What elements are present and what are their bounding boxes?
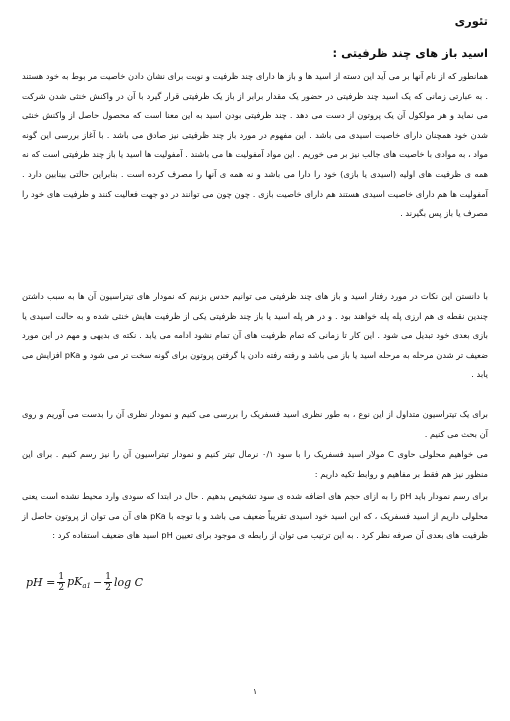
paragraph-2: با دانستن این نکات در مورد رفتار اسید و باز های چند ظرفیتی می توانیم حدس بزنیم که نمودار های تیتراسیون آن ها به سبب داشتن چندین نقطه ی هم ارزی پله پله خواهند بود . و در هر پله اسید یا باز چند ظرفیتی یکی از ظرفیت هایش خنثی شده و به حالت اسیدی یا بازی بعدی خود تبدیل می شود . این کار تا زمانی که تمام ظرفیت های آن تمام نشود ادامه می یابد . نکته ی بدیهی و مهم در این مورد ضعیف تر شدن مرحله به مرحله اسید یا باز می باشد و رفته رفته دادن یا گرفتن پروتون برای گونه سخت تر می شود و pKa افزایش می یابد . bbox=[22, 291, 488, 380]
formula-pka: $pK_{a1}$ bbox=[67, 575, 91, 590]
paragraph-5: برای رسم نمودار باید pH را به ازای حجم های اضافه شده ی سود تشخیص بدهیم . حال در ابتدا که سودی وارد محیط نشده است یعنی محلولی داریم از اسید فسفریک ، که این اسید خود اسیدی تقریباً ضعیف می باشد و با توجه با pKa های آن می توان از پروتون حاصل از ظرفیت های بعدی آن صرفه نظر کرد . به این ترتیب می توان از رابطه ی موجود برای تعیین pH اسید های ضعیف استفاده کرد : bbox=[22, 491, 488, 541]
paragraph-4: می خواهیم محلولی حاوی C مولار اسید فسفریک را با سود ۰/۱ نرمال تیتر کنیم و نمودار تیتراسیون آن را نیز رسم کنیم . برای این منظور نیز هم فقط بر مفاهیم و روابط تکیه داریم : bbox=[22, 449, 488, 479]
ph-formula bbox=[26, 572, 143, 593]
formula-minus: − bbox=[93, 576, 103, 589]
formula-fraction-2: $\frac{1}{2}$ bbox=[105, 572, 111, 593]
paragraph-1: همانطور که از نام آنها بر می آید این دسته از اسید ها و باز ها دارای چند ظرفیت و نوبت برای نشان دادن خاصیت مر بوط به خود هستند . به عبارتی زمانی که یک اسید چند ظرفیتی در حضور یک مقدار برابر از باز یک ظرفیتی قرار گیرد با آن در واکنش خنثی شدن شرکت می نماید و هر مولکول آن یک پروتون از دست می دهد . چند ظرفیتی بودن اسید به این معنا است که محصول حاصل از واکنش خنثی شدن خود همچنان دارای خاصیت اسیدی می باشد . این مفهوم در مورد باز چند ظرفیتی نیز صادق می باشد . با آغاز بررسی این گونه مواد ، به موادی با خاصیت های جالب نیز بر می خوریم . این مواد آمفولیت ها می باشند . آمفولیت ها اسید یا باز چند ظرفیتی است که نه همه ی ظرفیت های اولیه (اسیدی یا بازی) خود را دارا می باشد و نه همه ی آنها را مصرف کرده است . بنابراین حالتی بینابین دارد . آمفولیت ها هم دارای خاصیت اسیدی هستند هم دارای خاصیت بازی . چون چون می توانند در دو جهت فعالیت کنند و ظرفیت های خود را مصرف یا باز پس بگیرند . bbox=[22, 71, 488, 219]
formula-logc: log C bbox=[113, 576, 144, 589]
formula-lhs: pH = bbox=[26, 576, 56, 589]
page-number: ۱ bbox=[252, 687, 258, 696]
paragraph-3: برای یک تیتراسیون متداول از این نوع ، به طور نظری اسید فسفریک را بررسی می کنیم و نمودار نظری آن را بدست می آوریم و روی آن بحث می کنیم . bbox=[22, 409, 488, 439]
subheading-polyprotic: اسید باز های چند ظرفیتی : bbox=[332, 46, 488, 60]
heading-theory: تئوری bbox=[454, 14, 488, 28]
formula-fraction-1: $\frac{1}{2}$ bbox=[58, 572, 65, 593]
